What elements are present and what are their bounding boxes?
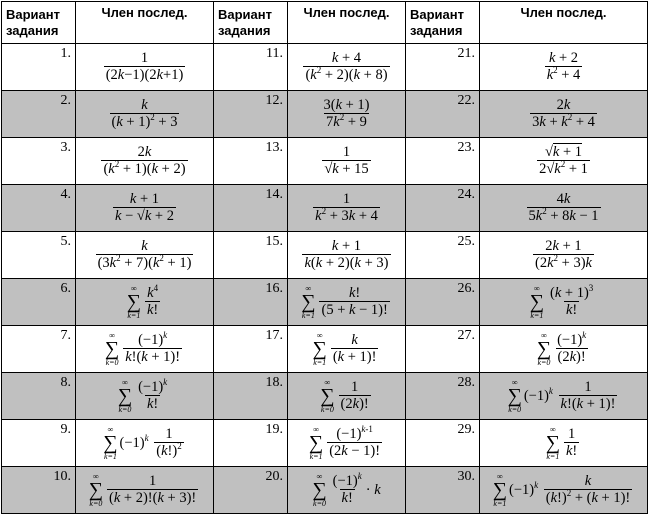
- variant-number: 19.: [214, 420, 288, 467]
- variant-number: 12.: [214, 91, 288, 138]
- term-formula: $\frac{k + 1}{k(k + 2)(k + 3)}$: [288, 232, 406, 279]
- variant-header: Вариант задания: [406, 2, 480, 44]
- term-formula: $\frac{2k + 1}{(2k^2 + 3)k}$: [480, 232, 648, 279]
- variant-number: 14.: [214, 185, 288, 232]
- term-formula: ∞ ∑ k=1 $(-1)^k$ $\frac{k}{(k!)^2 + (k + 1)!}$: [480, 467, 648, 514]
- term-formula: $\frac{2k}{3k + k^2 + 4}$: [480, 91, 648, 138]
- table-row: [2, 138, 648, 185]
- variant-number: 4.: [2, 185, 76, 232]
- variant-number: 18.: [214, 373, 288, 420]
- table-row: [2, 185, 648, 232]
- header-row: [2, 2, 648, 44]
- term-formula: ∞ ∑ k=1 $(-1)^k$ $\frac{1}{(k!)^2}$: [76, 420, 214, 467]
- term-formula: $\frac{√k + 1}{2√k^2 + 1}$: [480, 138, 648, 185]
- table-row: [2, 279, 648, 326]
- sequence-variants-table: [1, 1, 648, 514]
- term-header: Член послед.: [480, 2, 648, 44]
- variant-number: 22.: [406, 91, 480, 138]
- variant-number: 7.: [2, 326, 76, 373]
- table-row: [2, 44, 648, 91]
- variant-number: 21.: [406, 44, 480, 91]
- variant-number: 29.: [406, 420, 480, 467]
- variant-number: 5.: [2, 232, 76, 279]
- term-formula: $\frac{k}{(3k^2 + 7)(k^2 + 1)}$: [76, 232, 214, 279]
- variant-number: 17.: [214, 326, 288, 373]
- variant-number: 16.: [214, 279, 288, 326]
- variant-number: 8.: [2, 373, 76, 420]
- variant-number: 10.: [2, 467, 76, 514]
- term-header: Член послед.: [76, 2, 214, 44]
- term-header: Член послед.: [288, 2, 406, 44]
- term-formula: ∞ ∑ k=1 $\frac{(-1)^{k-1}}{(2k - 1)!}$: [288, 420, 406, 467]
- term-formula: $\frac{k + 2}{k^2 + 4}$: [480, 44, 648, 91]
- variant-number: 27.: [406, 326, 480, 373]
- table-row: [2, 232, 648, 279]
- table-row: [2, 91, 648, 138]
- term-formula: $\frac{2k}{(k^2 + 1)(k + 2)}$: [76, 138, 214, 185]
- variant-number: 9.: [2, 420, 76, 467]
- term-formula: $\frac{k + 1}{k - √k + 2}$: [76, 185, 214, 232]
- term-formula: ∞ ∑ k=0 $\frac{(-1)^k}{k!}$: [76, 373, 214, 420]
- term-formula: ∞ ∑ k=0 $\frac{(-1)^k}{(2k)!}$: [480, 326, 648, 373]
- variant-number: 23.: [406, 138, 480, 185]
- variant-number: 6.: [2, 279, 76, 326]
- term-formula: $\frac{k}{(k + 1)^2 + 3}$: [76, 91, 214, 138]
- table-row: [2, 373, 648, 420]
- variant-number: 2.: [2, 91, 76, 138]
- term-formula: $\frac{1}{k^2 + 3k + 4}$: [288, 185, 406, 232]
- variant-number: 13.: [214, 138, 288, 185]
- variant-number: 26.: [406, 279, 480, 326]
- term-formula: $\frac{4k}{5k^2 + 8k - 1}$: [480, 185, 648, 232]
- term-formula: ∞ ∑ k=1 $\frac{k!}{(5 + k - 1)!}$: [288, 279, 406, 326]
- term-formula: ∞ ∑ k=0 $\frac{(-1)^k}{k!}$ · k: [288, 467, 406, 514]
- term-formula: ∞ ∑ k=0 $(-1)^k$ $\frac{1}{k!(k + 1)!}$: [480, 373, 648, 420]
- term-formula: ∞ ∑ k=0 $\frac{1}{(k + 2)!(k + 3)!}$: [76, 467, 214, 514]
- term-formula: $\frac{k + 4}{(k^2 + 2)(k + 8)}$: [288, 44, 406, 91]
- term-formula: ∞ ∑ k=1 $\frac{k}{(k + 1)!}$: [288, 326, 406, 373]
- variant-header: Вариант задания: [2, 2, 76, 44]
- term-formula: $\frac{3(k + 1)}{7k^2 + 9}$: [288, 91, 406, 138]
- variant-number: 11.: [214, 44, 288, 91]
- variant-number: 28.: [406, 373, 480, 420]
- table-row: [2, 326, 648, 373]
- variant-number: 30.: [406, 467, 480, 514]
- variant-number: 1.: [2, 44, 76, 91]
- term-formula: ∞ ∑ k=0 $\frac{1}{(2k)!}$: [288, 373, 406, 420]
- variant-number: 15.: [214, 232, 288, 279]
- term-formula: $\frac{1}{√k + 15}$: [288, 138, 406, 185]
- term-formula: ∞ ∑ k=1 $\frac{k^4}{k!}$: [76, 279, 214, 326]
- variant-number: 25.: [406, 232, 480, 279]
- table-row: [2, 420, 648, 467]
- term-formula: $\frac{1}{(2k-1)(2k+1)}$: [76, 44, 214, 91]
- term-formula: ∞ ∑ k=0 $\frac{(-1)^k}{k!(k + 1)!}$: [76, 326, 214, 373]
- variant-number: 20.: [214, 467, 288, 514]
- variant-number: 24.: [406, 185, 480, 232]
- term-formula: ∞ ∑ k=1 $\frac{(k + 1)^3}{k!}$: [480, 279, 648, 326]
- variant-number: 3.: [2, 138, 76, 185]
- table-row: [2, 467, 648, 514]
- term-formula: ∞ ∑ k=1 $\frac{1}{k!}$: [480, 420, 648, 467]
- variant-header: Вариант задания: [214, 2, 288, 44]
